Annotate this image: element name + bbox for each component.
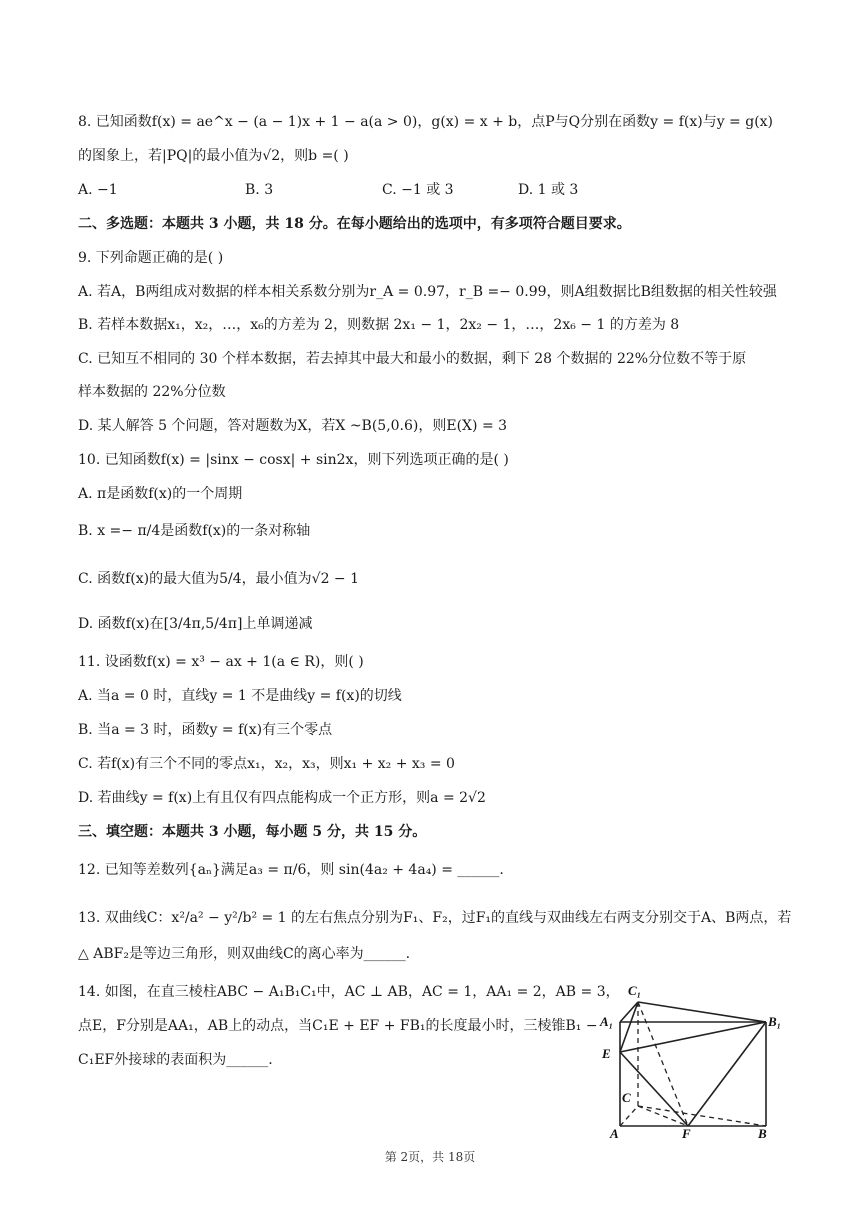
q9-option-a: A. 若A，B两组成对数据的样本相关系数分别为r_A = 0.97，r_B =− 0.99，则A组数据比B组数据的相关性较强 [78,284,777,300]
segment-e-b1 [620,1022,766,1052]
q10-option-d: D. 函数f(x)在[3/4π,5/4π]上单调递减 [78,616,313,632]
q14-line-3: C₁EF外接球的表面积为______. [78,1052,273,1068]
q10-option-a: A. π是函数f(x)的一个周期 [78,486,243,502]
label-a1: A₁ [600,1014,614,1029]
q8-option-c: C. −1 或 3 [382,182,454,198]
hidden-edge-a-c [620,1106,638,1126]
prism-figure [598,980,788,1140]
segment-e-c1 [620,1002,638,1052]
page-footer: 第 2页，共 18页 [384,1150,476,1164]
hidden-edge-c-b [638,1106,766,1126]
label-b1: B₁ [768,1014,782,1029]
label-f: F [682,1126,691,1140]
hidden-segment-c1-f [638,1002,688,1126]
q8-option-b: B. 3 [245,182,274,198]
q11-stem: 11. 设函数f(x) = x³ − ax + 1(a ∈ R)，则( ) [78,654,364,670]
q13-line-1: 13. 双曲线C：x²/a² − y²/b² = 1 的左右焦点分别为F₁、F₂，过F₁的直线与双曲线左右两支分别交于A、B两点，若 [78,910,792,926]
q14-line-2: 点E，F分别是AA₁，AB上的动点，当C₁E + EF + FB₁的长度最小时，三棱锥B₁ − [78,1018,598,1034]
edge-a1-c1 [620,1002,638,1022]
label-c1: C₁ [628,983,642,998]
edge-c1-b1 [638,1002,766,1022]
q14-line-1: 14. 如图，在直三棱柱ABC − A₁B₁C₁中，AC ⊥ AB，AC = 1，AA₁ = 2，AB = 3， [78,984,620,1000]
q8-line-1: 8. 已知函数f(x) = ae^x − (a − 1)x + 1 − a(a > 0)，g(x) = x + b，点P与Q分别在函数y = f(x)与y = g(x) [78,114,774,130]
q8-option-d: D. 1 或 3 [518,182,579,198]
label-e: E [602,1046,611,1061]
q11-option-d: D. 若曲线y = f(x)上有且仅有四点能构成一个正方形，则a = 2√2 [78,790,486,806]
section-fill-in-heading: 三、填空题：本题共 3 小题，每小题 5 分，共 15 分。 [78,824,427,840]
hidden-segment-c-f [638,1106,688,1126]
q11-option-a: A. 当a = 0 时，直线y = 1 不是曲线y = f(x)的切线 [78,688,402,704]
q11-option-b: B. 当a = 3 时，函数y = f(x)有三个零点 [78,722,333,738]
label-c: C [622,1090,631,1105]
label-b: B [758,1126,767,1140]
section-multiple-choice-heading: 二、多选题：本题共 3 小题，共 18 分。在每小题给出的选项中，有多项符合题目要求。 [78,216,631,232]
q10-stem: 10. 已知函数f(x) = |sinx − cosx| + sin2x，则下列选项正确的是( ) [78,452,509,468]
q10-option-c: C. 函数f(x)的最大值为5/4，最小值为√2 − 1 [78,571,360,587]
q9-option-c-line-2: 样本数据的 22%分位数 [78,384,226,400]
q13-line-2: △ ABF₂是等边三角形，则双曲线C的离心率为______. [78,946,411,962]
segment-e-f [620,1052,688,1126]
label-a: A [610,1126,619,1140]
q10-option-b: B. x =− π/4是函数f(x)的一条对称轴 [78,523,311,539]
segment-f-b1 [688,1022,766,1126]
q8-line-2: 的图象上，若|PQ|的最小值为√2，则b =( ) [78,148,349,164]
q9-stem: 9. 下列命题正确的是( ) [78,250,224,266]
q9-option-b: B. 若样本数据x₁，x₂，…，x₆的方差为 2，则数据 2x₁ − 1，2x₂ − 1，…，2x₆ − 1 的方差为 8 [78,317,680,333]
q11-option-c: C. 若f(x)有三个不同的零点x₁，x₂，x₃，则x₁ + x₂ + x₃ = 0 [78,756,455,772]
q8-option-a: A. −1 [78,182,118,198]
question-12: 12. 已知等差数列{aₙ}满足a₃ = π/6，则 sin(4a₂ + 4a₄) = ______. [78,862,504,878]
q9-option-d: D. 某人解答 5 个问题，答对题数为X，若X ~B(5,0.6)，则E(X) = 3 [78,418,508,434]
q9-option-c-line-1: C. 已知互不相同的 30 个样本数据，若去掉其中最大和最小的数据，剩下 28 个数据的 22%分位数不等于原 [78,351,747,367]
